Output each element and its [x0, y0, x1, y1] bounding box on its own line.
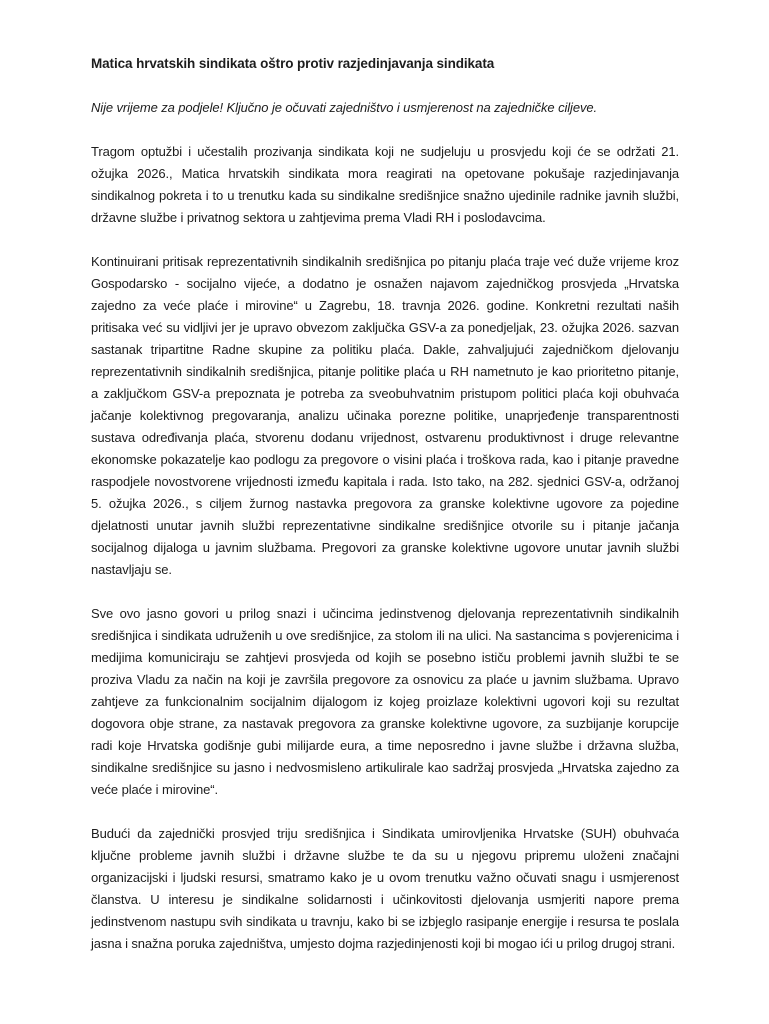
document-subtitle: Nije vrijeme za podjele! Ključno je očuvati zajedništvo i usmjerenost na zajedničke ciljeve.	[91, 100, 598, 115]
paragraph-3: Sve ovo jasno govori u prilog snazi i učincima jedinstvenog djelovanja reprezentativnih sindikalnih središnjica i sindikata udruženih u ove središnjice, za stolom ili na ulici. Na sastancima s povjerenicima i medijima komuniciraju se zahtjevi prosvjeda od kojih se posebno ističu problemi javnih službi te se proziva Vladu za način na koji je završila pregovore za osnovicu za plaće u javnim službama. Upravo zahtjeve za funkcionalnim socijalnim dijalogom iz kojeg proizlaze kolektivni ugovori koji su rezultat dogovora obje strane, za nastavak pregovora za granske kolektivne ugovore, za suzbijanje korupcije radi koje Hrvatska godišnje gubi milijarde eura, a time neposredno i javne službe i državna služba, sindikalne središnjice su jasno i nedvosmisleno artikulirale kao sadržaj prosvjeda „Hrvatska zajedno za veće plaće i mirovine“.	[91, 606, 679, 797]
paragraph-4: Budući da zajednički prosvjed triju središnjica i Sindikata umirovljenika Hrvatske (SUH) obuhvaća ključne probleme javnih službi i državne službe te da su u njegovu pripremu uloženi značajni organizacijski i ljudski resursi, smatramo kako je u ovom trenutku važno očuvati snagu i usmjerenost članstva. U interesu je sindikalne solidarnosti i učinkovitosti djelovanja usmjeriti napore prema jedinstvenom nastupu svih sindikata u travnju, kako bi se izbjeglo rasipanje energije i resursa te poslala jasna i snažna poruka zajedništva, umjesto dojma razjedinjenosti koji bi mogao ići u prilog drugoj strani.	[91, 826, 679, 951]
paragraph-2: Kontinuirani pritisak reprezentativnih sindikalnih središnjica po pitanju plaća traje već duže vrijeme kroz Gospodarsko - socijalno vijeće, a dodatno je osnažen najavom zajedničkog prosvjeda „Hrvatska zajedno za veće plaće i mirovine“ u Zagrebu, 18. travnja 2026. godine. Konkretni rezultati naših pritisaka već su vidljivi jer je upravo obvezom zaključka GSV-a za ponedjeljak, 23. ožujka 2026. sazvan sastanak tripartitne Radne skupine za politiku plaća. Dakle, zahvaljujući zajedničkom djelovanju reprezentativnih sindikalnih središnjica, pitanje politike plaća u RH nametnuto je kao prioritetno pitanje, a zaključkom GSV-a prepoznata je potreba za sveobuhvatnim pristupom politici plaća koji obuhvaća jačanje kolektivnog pregovaranja, analizu učinaka porezne politike, unaprjeđenje transparentnosti sustava određivanja plaća, stvorenu dodanu vrijednost, ostvarenu produktivnost i druge relevantne ekonomske pokazatelje kao podlogu za pregovore o visini plaća i troškova rada, kao i pitanje pravedne raspodjele novostvorene vrijednosti između kapitala i rada. Isto tako, na 282. sjednici GSV-a, održanoj 5. ožujka 2026., s ciljem žurnog nastavka pregovora za granske kolektivne ugovore za pojedine djelatnosti unutar javnih službi reprezentativne sindikalne središnjice otvorile su i pitanje jačanja socijalnog dijaloga u javnim službama. Pregovori za granske kolektivne ugovore unutar javnih službi nastavljaju se.	[91, 254, 679, 577]
paragraph-1: Tragom optužbi i učestalih prozivanja sindikata koji ne sudjeluju u prosvjedu koji će se održati 21. ožujka 2026., Matica hrvatskih sindikata mora reagirati na opetovane pokušaje razjedinjavanja sindikalnog pokreta i to u trenutku kada su sindikalne središnjice snažno ujedinile radnike javnih službi, državne službe i privatnog sektora u zahtjevima prema Vladi RH i poslodavcima.	[91, 144, 679, 225]
document-body	[91, 53, 679, 977]
document-title: Matica hrvatskih sindikata oštro protiv razjedinjavanja sindikata	[91, 56, 495, 71]
